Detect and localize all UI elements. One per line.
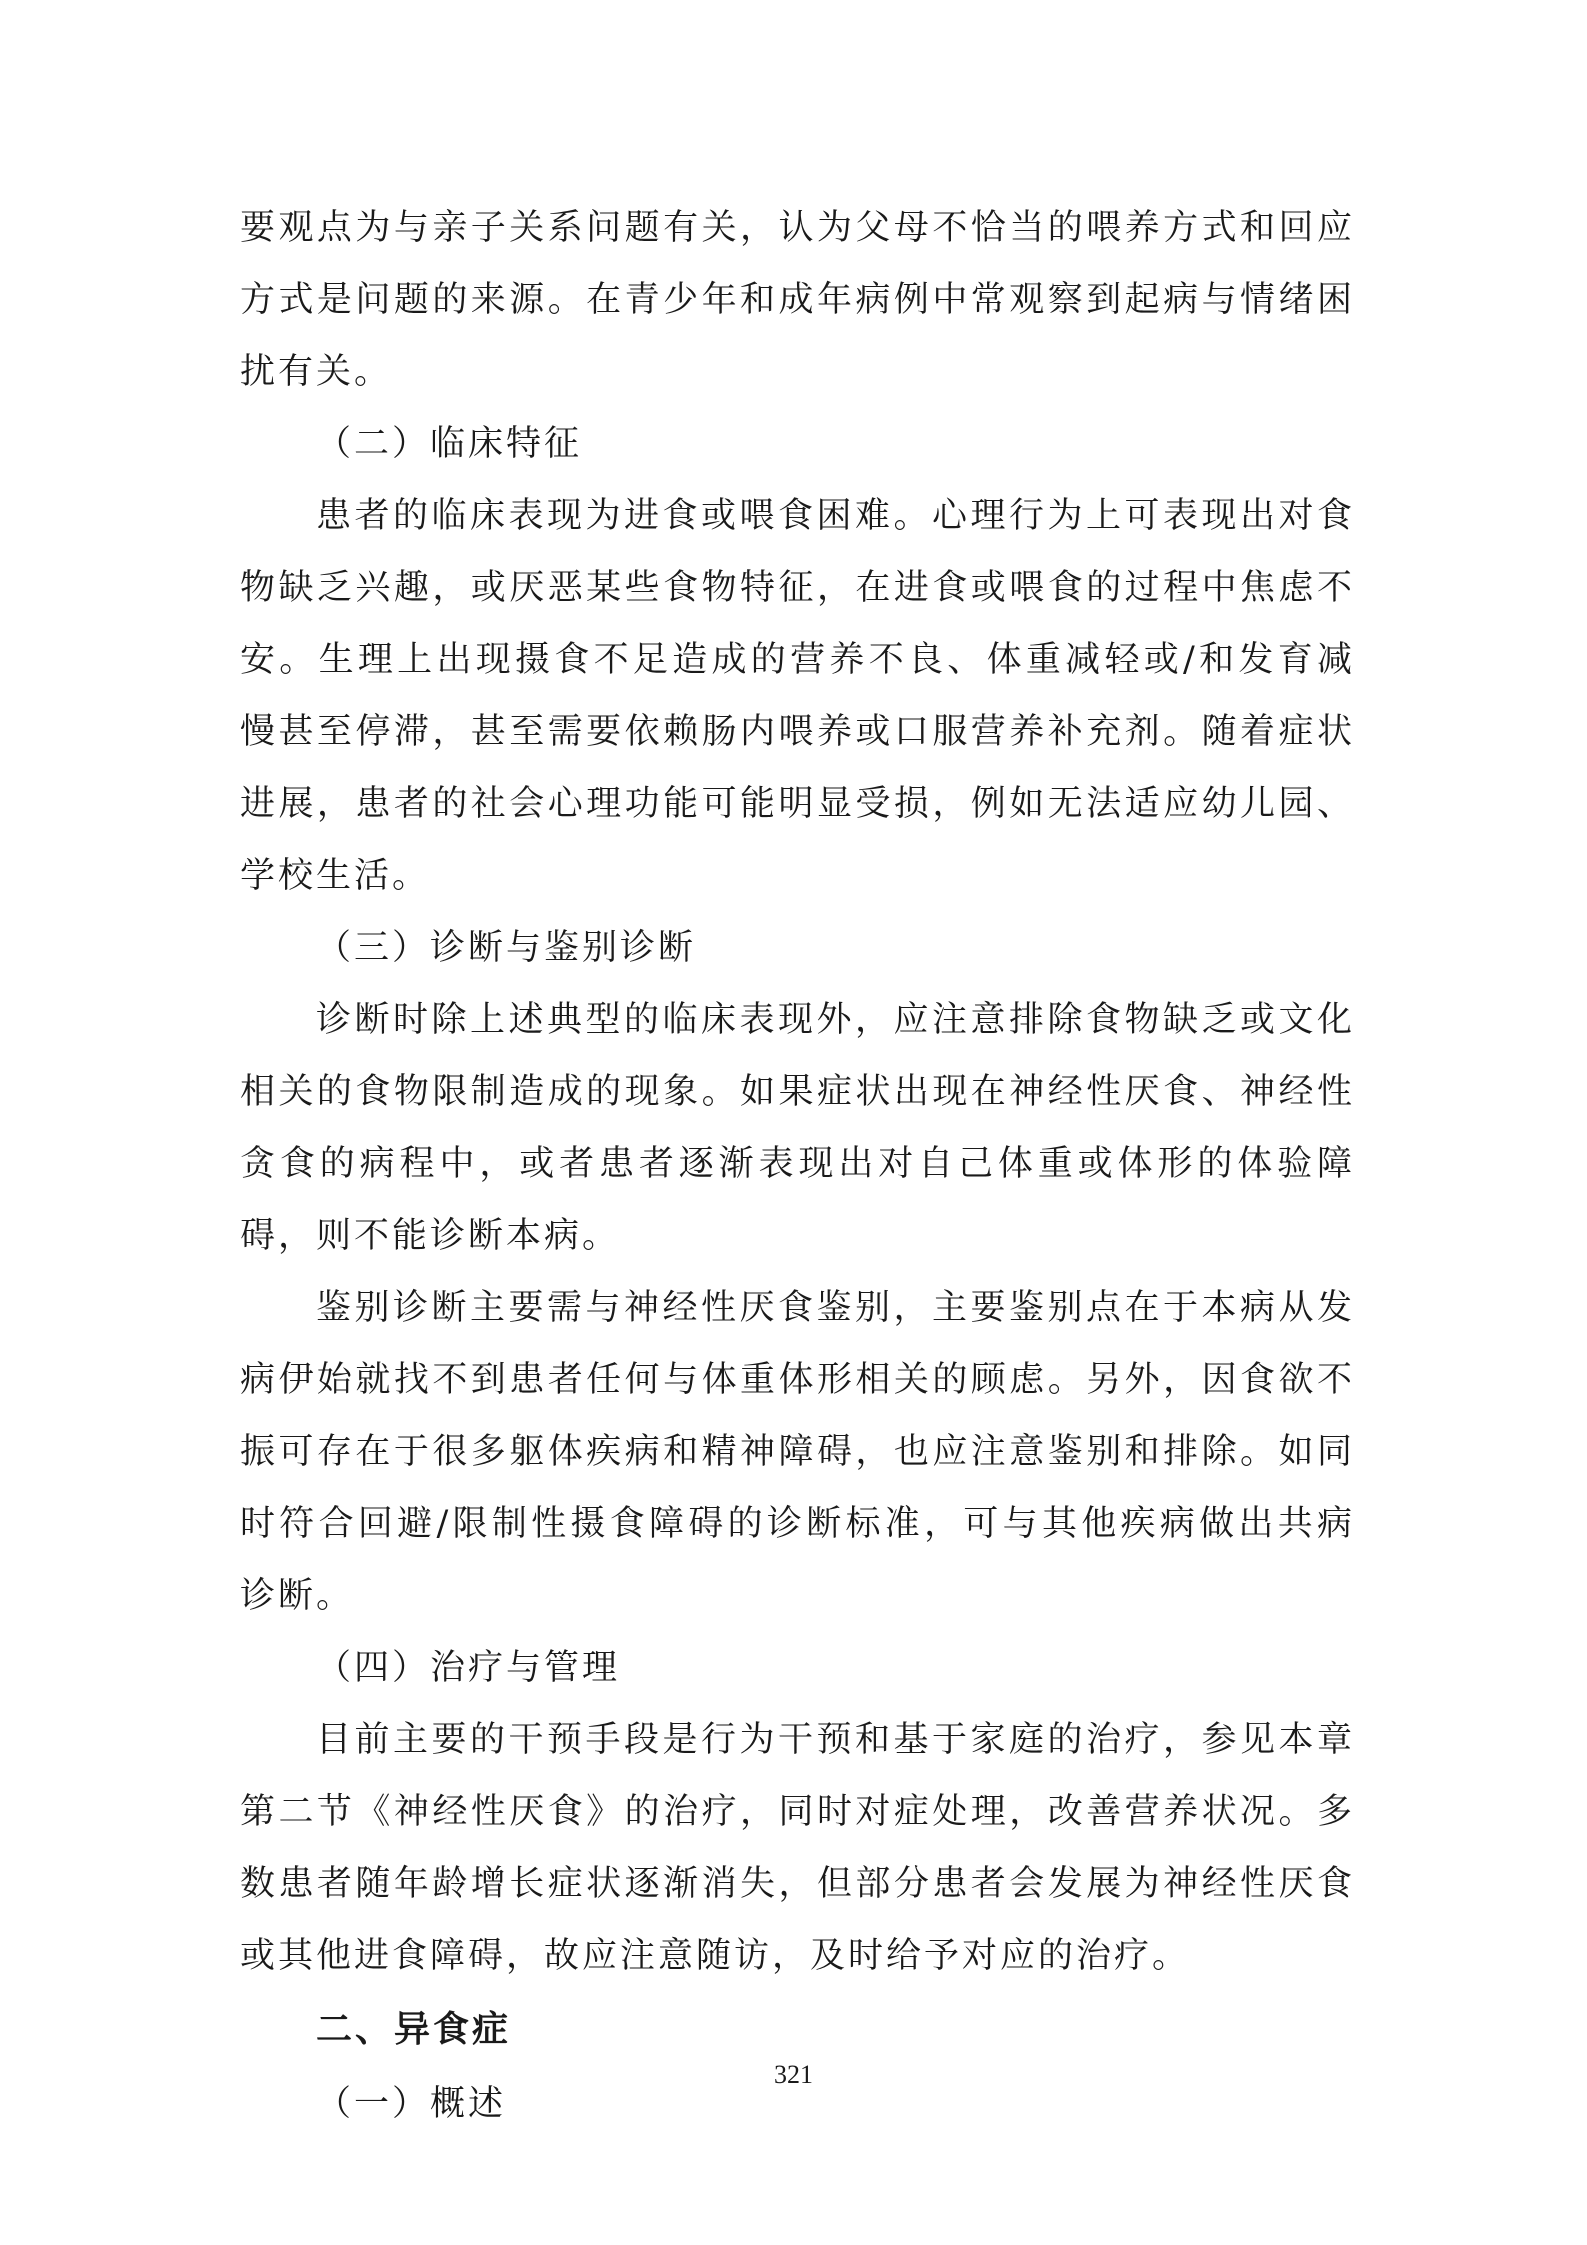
paragraph-clinical-features: 患者的临床表现为进食或喂食困难。心理行为上可表现出对食物缺乏兴趣，或厌恶某些食物特征，在进食或喂食的过程中焦虑不安。生理上出现摄食不足造成的营养不良、体重减轻或/和发育减慢甚至停滞，甚至需要依赖肠内喂养或口服营养补充剂。随着症状进展，患者的社会心理功能可能明显受损，例如无法适应幼儿园、学校生活。 <box>240 496 1355 896</box>
section-heading-treatment: （四）治疗与管理 <box>316 1648 621 1688</box>
section-heading-clinical-features: （二）临床特征 <box>316 424 583 464</box>
paragraph-treatment: 目前主要的干预手段是行为干预和基于家庭的治疗，参见本章第二节《神经性厌食》的治疗，同时对症处理，改善营养状况。多数患者随年龄增长症状逐渐消失，但部分患者会发展为神经性厌食或其他进食障碍，故应注意随访，及时给予对应的治疗。 <box>240 1720 1355 1976</box>
page-content <box>240 192 1355 2140</box>
section-heading-diagnosis: （三）诊断与鉴别诊断 <box>316 928 697 968</box>
page-number: 321 <box>774 2060 813 2089</box>
section-heading-overview: （一）概述 <box>316 2084 507 2124</box>
paragraph-diagnosis: 诊断时除上述典型的临床表现外，应注意排除食物缺乏或文化相关的食物限制造成的现象。如果症状出现在神经性厌食、神经性贪食的病程中，或者患者逐渐表现出对自己体重或体形的体验障碍，则不能诊断本病。 <box>240 1000 1355 1256</box>
chapter-heading-pica: 二、异食症 <box>316 2009 512 2050</box>
paragraph-etiology-continued: 要观点为与亲子关系问题有关，认为父母不恰当的喂养方式和回应方式是问题的来源。在青少年和成年病例中常观察到起病与情绪困扰有关。 <box>240 208 1355 392</box>
paragraph-differential-diagnosis: 鉴别诊断主要需与神经性厌食鉴别，主要鉴别点在于本病从发病伊始就找不到患者任何与体重体形相关的顾虑。另外，因食欲不振可存在于很多躯体疾病和精神障碍，也应注意鉴别和排除。如同时符合回避/限制性摄食障碍的诊断标准，可与其他疾病做出共病诊断。 <box>240 1288 1355 1616</box>
